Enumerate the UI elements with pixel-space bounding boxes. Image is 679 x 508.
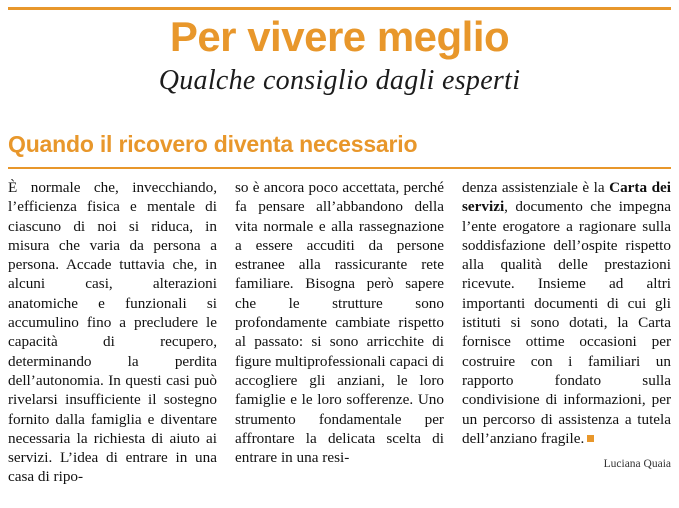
body-column-2 bbox=[235, 178, 444, 500]
article-body bbox=[8, 178, 671, 500]
section-heading: Quando il ricovero diventa necessario bbox=[8, 131, 418, 157]
body-text-before: denza assistenziale è la bbox=[462, 179, 610, 196]
body-paragraph bbox=[462, 178, 671, 448]
page-title: Per vivere meglio bbox=[169, 13, 510, 60]
article-header bbox=[8, 14, 671, 98]
top-divider bbox=[8, 7, 671, 10]
byline: Luciana Quaia bbox=[603, 458, 671, 471]
article-subtitle: Qualche consiglio dagli esperti bbox=[158, 65, 521, 96]
section-divider bbox=[8, 167, 671, 169]
body-text-emphasis: Carta dei servizi bbox=[462, 179, 671, 216]
body-column-1 bbox=[8, 178, 217, 500]
body-paragraph: È normale che, invecchiando, l’efficienza fisica e mentale di ciascuno di noi si riduca, in misura che varia da persona a persona. Accade tuttavia che, in alcuni casi, alterazioni anatomiche e funzionali si accumulino fino a precludere le capacità di recupero, determinando la perdita dell’autonomia. In questi casi può rivelarsi insufficiente il sostegno fornito dalla famiglia e diventare necessaria la richiesta di aiuto ai servizi. L’idea di entrare in una casa di ripo- bbox=[8, 179, 217, 486]
body-column-3 bbox=[462, 178, 671, 500]
body-text-after: , documento che impegna l’ente erogatore a ragionare sulla soddisfazione dell’ospite rispetto alla qualità delle prestazioni ricevute. Insieme ad altri importanti documenti di cui gli istituti si sono dotati, la Carta fornisce ottime occasioni per costruire con i familiari un rapporto fondato sulla condivisione di informazioni, per un percorso di assistenza a tutela dell’anziano fragile. bbox=[462, 198, 671, 447]
body-paragraph: so è ancora poco accettata, perché fa pensare all’abbandono della vita normale e alla rassegnazione a essere accuditi da persone estranee alla rassicurante rete familiare. Bisogna però sapere che le strutture sono profondamente cambiate rispetto al passato: si sono arricchite di figure multiprofessionali capaci di accogliere gli anziani, le loro famiglie e le loro sofferenze. Uno strumento fondamentale per affrontare la delicata scelta di entrare in una resi- bbox=[235, 179, 444, 467]
end-of-article-mark bbox=[587, 435, 594, 442]
